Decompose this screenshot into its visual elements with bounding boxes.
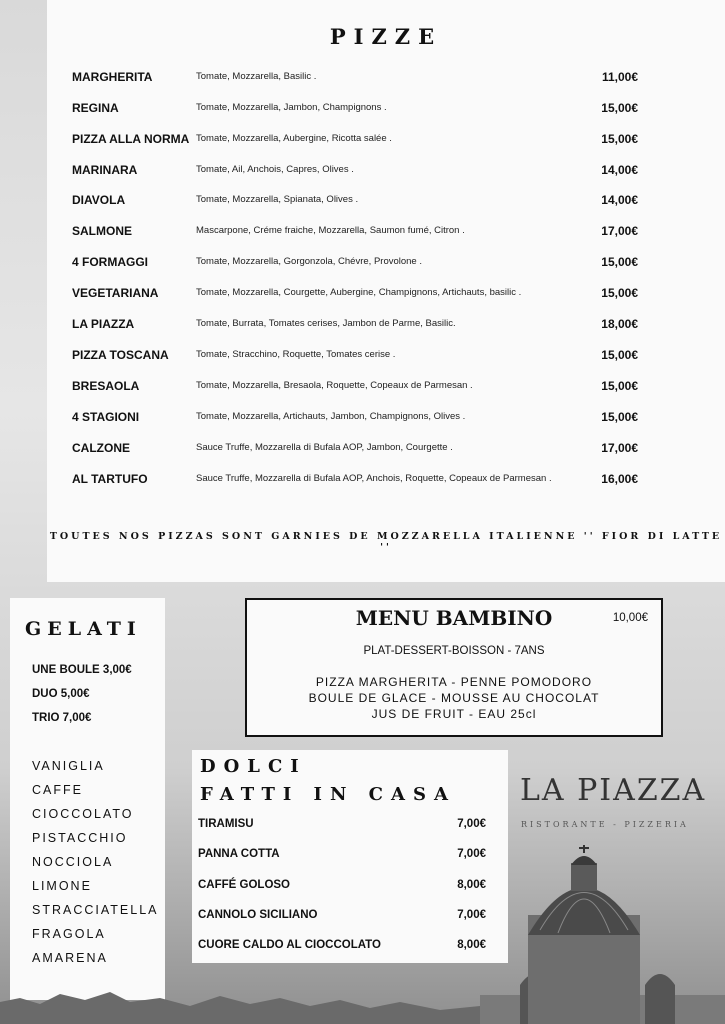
pizza-ingredients: Tomate, Mozzarella, Spianata, Olives . <box>196 194 359 205</box>
pizza-row <box>47 439 725 459</box>
pizza-row <box>47 68 725 88</box>
lantern-cap <box>571 856 597 865</box>
dolci-price: 7,00€ <box>457 848 486 860</box>
pizza-price: 15,00€ <box>601 255 638 269</box>
bambino-line: BOULE DE GLACE - MOUSSE AU CHOCOLAT <box>308 691 600 705</box>
pizza-name: DIAVOLA <box>72 193 126 207</box>
pizza-ingredients: Tomate, Stracchino, Roquette, Tomates cerise . <box>196 349 396 360</box>
pizza-name: MARGHERITA <box>72 70 153 84</box>
brand-tagline: RISTORANTE - PIZZERIA <box>521 820 689 829</box>
pizza-row <box>47 253 725 273</box>
pizze-note: TOUTES NOS PIZZAS SONT GARNIES DE MOZZARELLA ITALIENNE '' FIOR DI LATTE '' <box>49 531 723 553</box>
pizza-ingredients: Tomate, Burrata, Tomates cerises, Jambon de Parme, Basilic. <box>196 318 456 329</box>
pizza-ingredients: Tomate, Mozzarella, Aubergine, Ricotta salée . <box>196 133 392 144</box>
skyline-silhouette <box>0 992 480 1024</box>
pizza-ingredients: Tomate, Mozzarella, Bresaola, Roquette, Copeaux de Parmesan . <box>196 380 473 391</box>
pizza-row <box>47 346 725 366</box>
pizza-price: 14,00€ <box>601 193 638 207</box>
gelati-flavor: VANIGLIA <box>32 759 105 773</box>
dolci-row <box>192 878 508 896</box>
gelati-flavor: FRAGOLA <box>32 927 106 941</box>
pizza-row <box>47 161 725 181</box>
skyline <box>0 980 480 1024</box>
pizza-price: 16,00€ <box>601 472 638 486</box>
pizza-ingredients: Tomate, Mozzarella, Jambon, Champignons . <box>196 102 387 113</box>
pizza-price: 17,00€ <box>601 441 638 455</box>
pizza-row <box>47 284 725 304</box>
pizza-price: 15,00€ <box>601 132 638 146</box>
gelati-flavor: CIOCCOLATO <box>32 807 134 821</box>
pizza-name: 4 FORMAGGI <box>72 255 149 269</box>
pizza-name: VEGETARIANA <box>72 286 159 300</box>
pizza-ingredients: Tomate, Mozzarella, Gorgonzola, Chévre, Provolone . <box>196 256 422 267</box>
dolci-price: 7,00€ <box>457 818 486 830</box>
gelati-flavor: LIMONE <box>32 879 92 893</box>
dome-illustration <box>480 845 725 1024</box>
pizza-row <box>47 377 725 397</box>
dolci-row <box>192 938 508 956</box>
pizza-name: BRESAOLA <box>72 379 140 393</box>
pizza-name: AL TARTUFO <box>72 472 148 486</box>
dolci-title: DOLCI <box>200 756 307 777</box>
pizza-price: 17,00€ <box>601 224 638 238</box>
pizza-ingredients: Mascarpone, Créme fraiche, Mozzarella, Saumon fumé, Citron . <box>196 225 465 236</box>
bambino-price: 10,00€ <box>612 612 648 624</box>
brand-name: LA PIAZZA <box>520 773 707 808</box>
lantern <box>571 863 597 891</box>
dolci-name: TIRAMISU <box>198 818 254 830</box>
gelati-price: TRIO 7,00€ <box>32 712 92 724</box>
pizza-name: REGINA <box>72 101 119 115</box>
dolci-row <box>192 847 508 865</box>
pizze-panel <box>47 0 725 582</box>
pizza-row <box>47 408 725 428</box>
dolci-price: 8,00€ <box>457 879 486 891</box>
menu-bambino-box <box>245 598 663 737</box>
small-dome-right <box>645 974 675 1024</box>
pizza-row <box>47 130 725 150</box>
pizza-price: 18,00€ <box>601 317 638 331</box>
dolci-name: CUORE CALDO AL CIOCCOLATO <box>198 939 381 951</box>
gelati-flavor: CAFFE <box>32 783 83 797</box>
pizza-row <box>47 191 725 211</box>
dolci-row <box>192 817 508 835</box>
pizza-row <box>47 315 725 335</box>
pizza-price: 11,00€ <box>601 70 638 84</box>
pizza-name: 4 STAGIONI <box>72 410 140 424</box>
gelati-flavor: PISTACCHIO <box>32 831 128 845</box>
dolci-subtitle: FATTI IN CASA <box>200 784 456 805</box>
pizza-name: LA PIAZZA <box>72 317 135 331</box>
dolci-name: PANNA COTTA <box>198 848 280 860</box>
pizza-row <box>47 99 725 119</box>
gelati-flavor: AMARENA <box>32 951 108 965</box>
gelati-flavor: STRACCIATELLA <box>32 903 159 917</box>
pizza-price: 15,00€ <box>601 410 638 424</box>
dolci-panel <box>192 750 508 963</box>
dolci-row <box>192 908 508 926</box>
pizza-price: 15,00€ <box>601 101 638 115</box>
bambino-title: MENU BAMBINO <box>355 606 553 630</box>
gelati-price: UNE BOULE 3,00€ <box>32 664 132 676</box>
gelati-price: DUO 5,00€ <box>32 688 90 700</box>
gelati-title: GELATI <box>25 618 142 640</box>
pizza-ingredients: Tomate, Mozzarella, Basilic . <box>196 71 317 82</box>
bambino-subtitle: PLAT-DESSERT-BOISSON - 7ANS <box>363 645 545 657</box>
pizze-title: PIZZE <box>329 24 443 49</box>
pizza-row <box>47 222 725 242</box>
pizza-ingredients: Tomate, Ail, Anchois, Capres, Olives . <box>196 164 354 175</box>
pizza-name: CALZONE <box>72 441 130 455</box>
pizza-name: MARINARA <box>72 163 138 177</box>
dolci-name: CANNOLO SICILIANO <box>198 909 318 921</box>
pizza-name: SALMONE <box>72 224 132 238</box>
pizza-ingredients: Sauce Truffe, Mozzarella di Bufala AOP, Anchois, Roquette, Copeaux de Parmesan . <box>196 473 552 484</box>
pizza-name: PIZZA TOSCANA <box>72 348 169 362</box>
bambino-line: PIZZA MARGHERITA - PENNE POMODORO <box>315 675 593 689</box>
dolci-price: 8,00€ <box>457 939 486 951</box>
gelati-flavor: NOCCIOLA <box>32 855 114 869</box>
pizza-ingredients: Tomate, Mozzarella, Courgette, Aubergine, Champignons, Artichauts, basilic . <box>196 287 522 298</box>
gelati-panel <box>10 598 165 1000</box>
cross <box>579 847 589 849</box>
pizza-row <box>47 470 725 490</box>
dolci-name: CAFFÉ GOLOSO <box>198 879 290 891</box>
main-dome <box>528 888 640 936</box>
dolci-price: 7,00€ <box>457 909 486 921</box>
pizza-ingredients: Tomate, Mozzarella, Artichauts, Jambon, Champignons, Olives . <box>196 411 466 422</box>
pizza-price: 14,00€ <box>601 163 638 177</box>
pizza-price: 15,00€ <box>601 379 638 393</box>
bambino-line: JUS DE FRUIT - EAU 25cl <box>371 707 537 721</box>
pizza-name: PIZZA ALLA NORMA <box>72 132 190 146</box>
pizza-price: 15,00€ <box>601 348 638 362</box>
pizza-ingredients: Sauce Truffe, Mozzarella di Bufala AOP, Jambon, Courgette . <box>196 442 453 453</box>
pizza-price: 15,00€ <box>601 286 638 300</box>
